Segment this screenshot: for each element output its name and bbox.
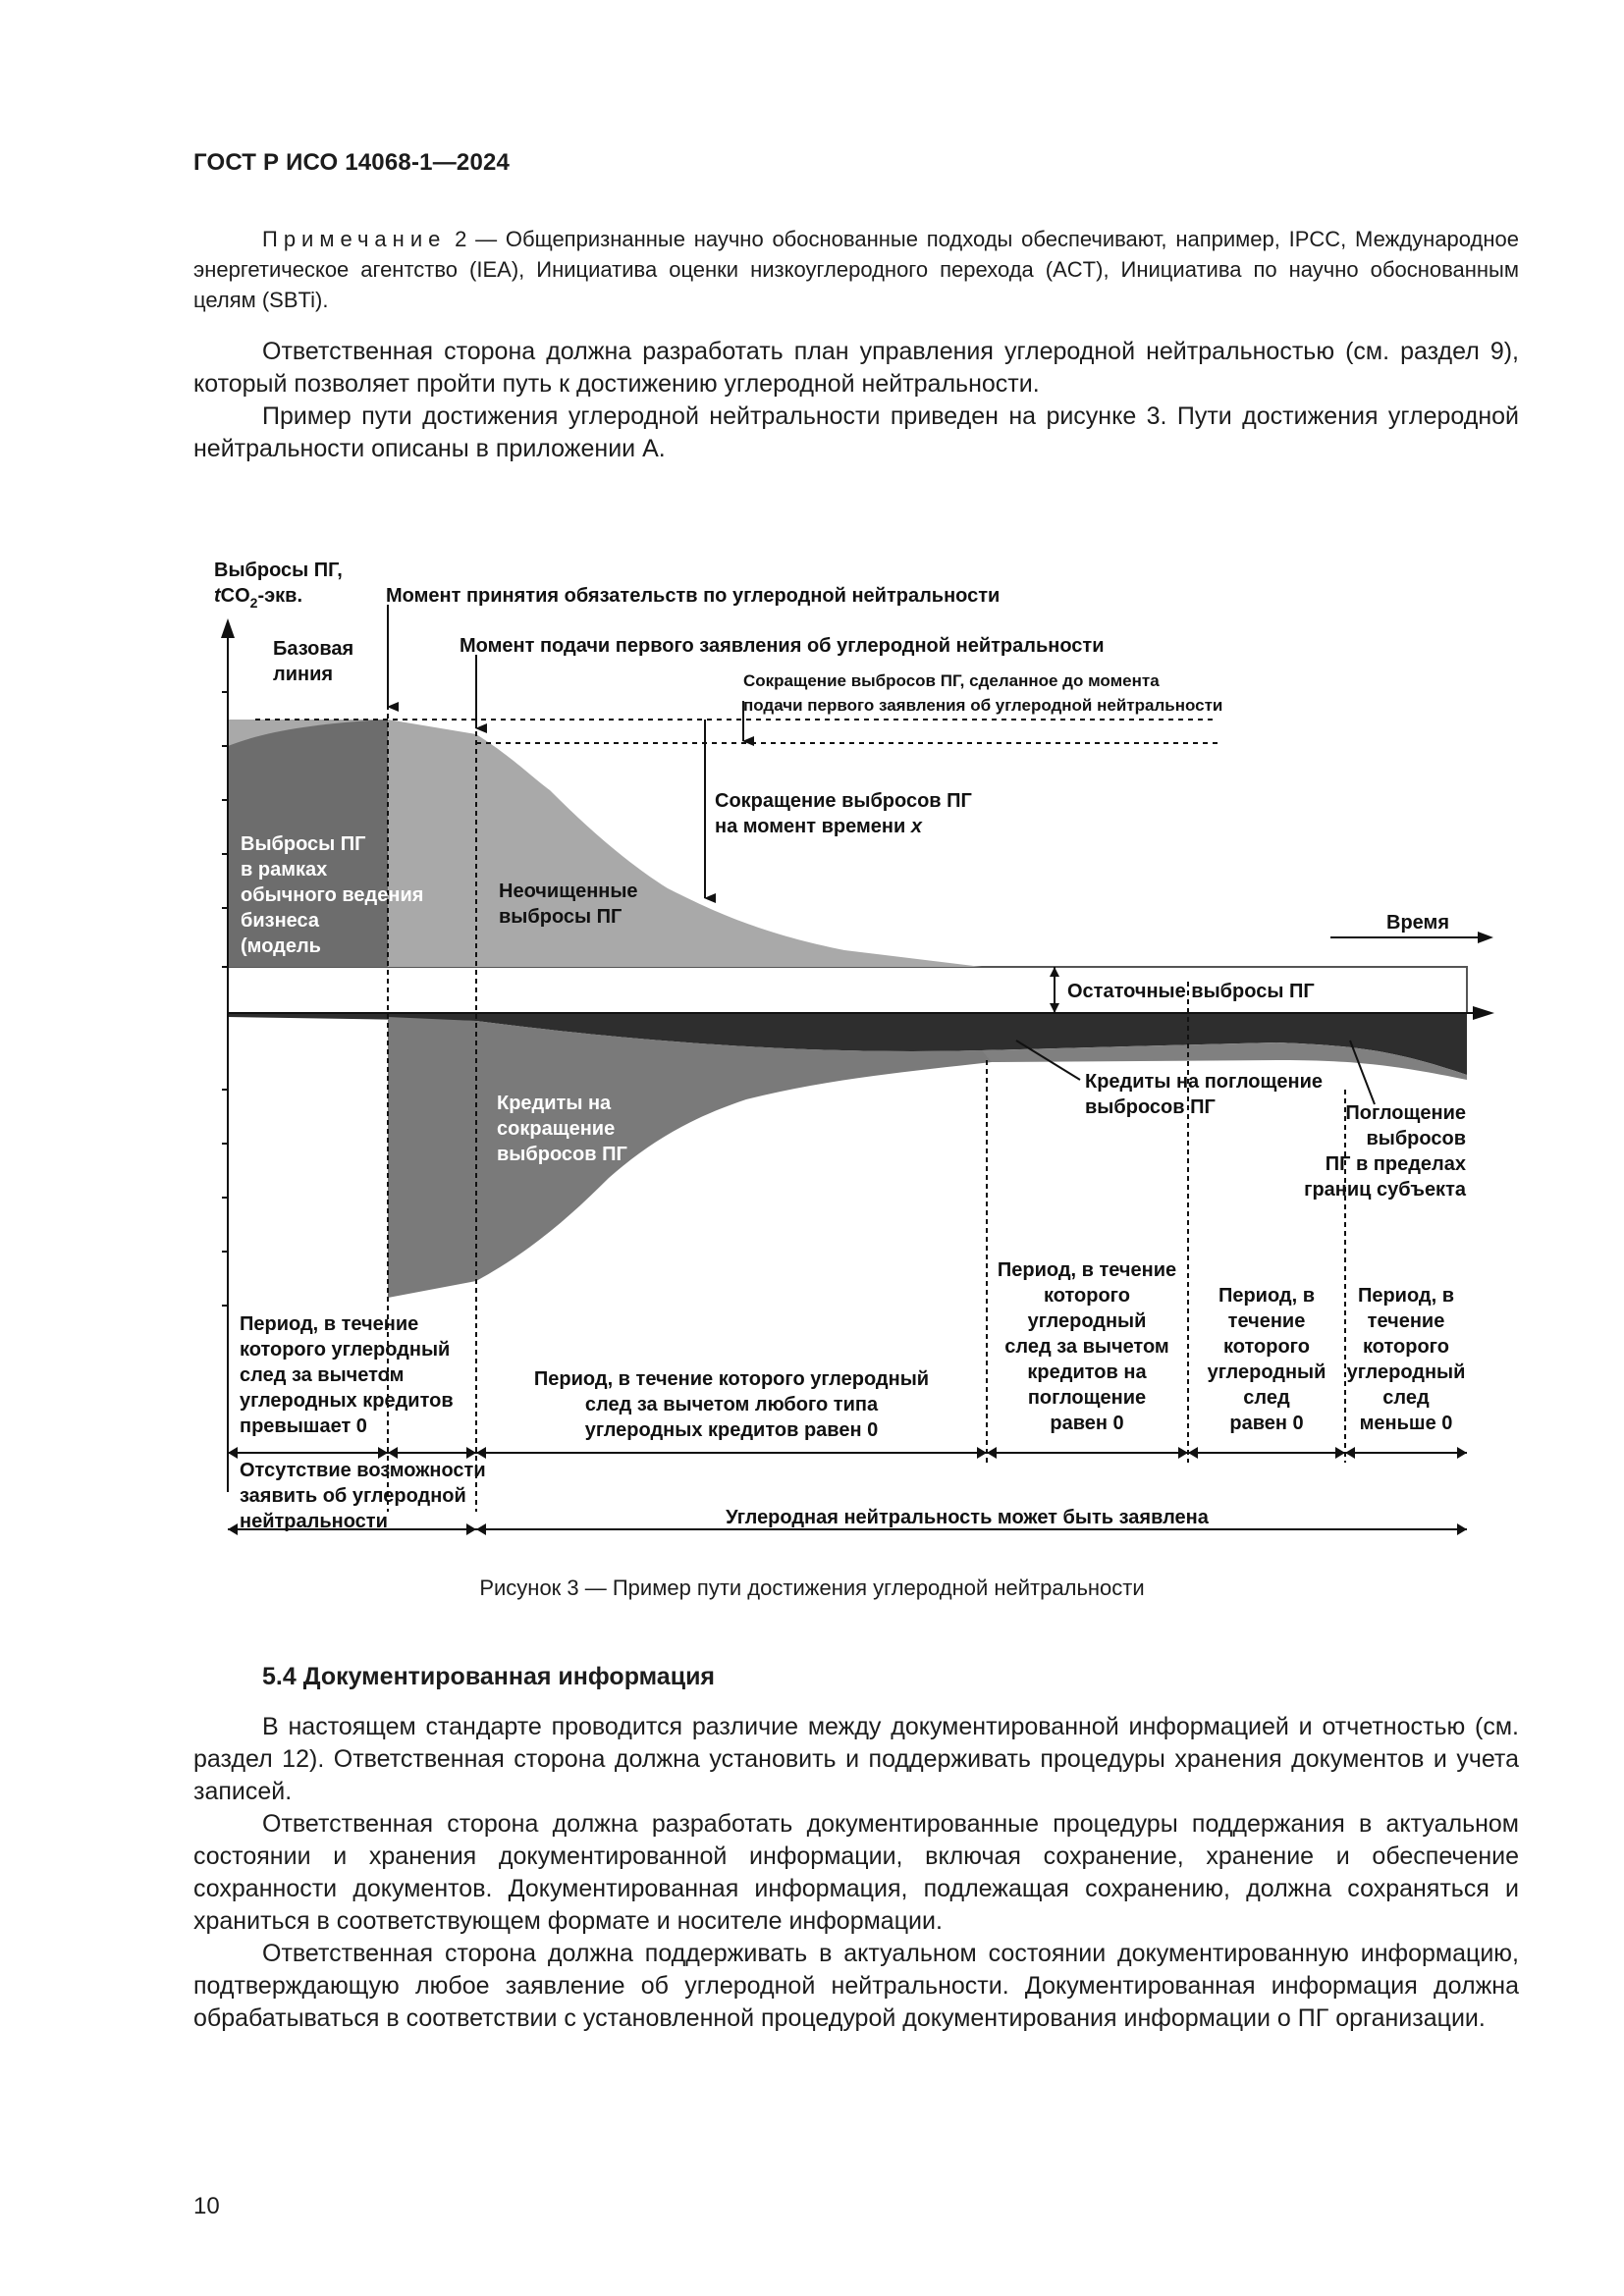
svg-text:углеродный: углеродный — [1207, 1362, 1326, 1383]
baseline-label: Базовая — [273, 638, 354, 660]
svg-text:углеродных кредитов: углеродных кредитов — [240, 1390, 454, 1412]
y-axis-label: Выбросы ПГ, — [214, 560, 343, 581]
reduction-at-x-label: Сокращение выбросов ПГ — [715, 790, 972, 812]
period-d-text — [1208, 1285, 1326, 1434]
note-text: 2 — Общепризнанные научно обоснованные подходы обеспечивают, например, IPCC, Международное энергетическое агентство (IEA), Инициатива оценки низкоуглеродного перехода (ACT), Инициатива по научно обоснованным целям (SBTi). — [193, 227, 1519, 312]
svg-text:Период, в течение: Период, в течение — [240, 1313, 419, 1335]
removals-label-3: ПГ в пределах — [1325, 1153, 1466, 1175]
svg-text:кредитов на: кредитов на — [1027, 1362, 1147, 1383]
residual-emissions-label: Остаточные выбросы ПГ — [1067, 981, 1315, 1002]
svg-text:течение: течение — [1367, 1310, 1445, 1332]
period-b-text — [534, 1368, 929, 1441]
paragraph-1: Ответственная сторона должна разработать план управления углеродной нейтральностью (см. раздел 9), который позволяет пройти путь к достижению углеродной нейтральности. — [193, 338, 1519, 398]
svg-text:течение: течение — [1227, 1310, 1306, 1332]
svg-text:след за вычетом: след за вычетом — [240, 1364, 405, 1386]
page-number: 10 — [193, 2193, 220, 2219]
bau-label-4: бизнеса — [241, 910, 320, 932]
svg-text:которого: которого — [1044, 1285, 1130, 1307]
removals-label-4: границ субъекта — [1304, 1179, 1466, 1201]
note-label: Примечание — [262, 227, 447, 251]
reduction-before-claim-label: Сокращение выбросов ПГ, сделанное до момента — [743, 671, 1160, 690]
y-axis-unit: tCO$_2$-экв. — [214, 585, 303, 611]
svg-text:превышает 0: превышает 0 — [240, 1415, 367, 1437]
claim-possible-label: Углеродная нейтральность может быть заявлена — [726, 1507, 1209, 1528]
figure-caption: Рисунок 3 — Пример пути достижения углеродной нейтральности — [479, 1575, 1145, 1600]
removal-credits-label-2: выбросов ПГ — [1085, 1096, 1216, 1118]
removal-credits-label-1: Кредиты на поглощение — [1085, 1071, 1324, 1093]
svg-text:Период, в: Период, в — [1218, 1285, 1316, 1307]
first-claim-moment-label: Момент подачи первого заявления об углеродной нейтральности — [460, 635, 1105, 657]
reduction-before-claim-label-2: подачи первого заявления об углеродной нейтральности — [743, 696, 1223, 715]
svg-text:равен 0: равен 0 — [1050, 1413, 1124, 1434]
reduction-credits-label-1: Кредиты на — [497, 1093, 612, 1114]
reduction-credits-label-3: выбросов ПГ — [497, 1144, 627, 1165]
paragraph-5: Ответственная сторона должна поддерживать в актуальном состоянии документированную информацию, подтверждающую любое заявление об углеродной нейтральности. Документированная информация должна обрабатываться в соответствии с установленной процедурой документирования информации о ПГ организации. — [193, 1940, 1519, 2032]
paragraph-4: Ответственная сторона должна разработать документированные процедуры поддержания в актуальном состоянии и хранения документированной информации, включая сохранение, хранение и обеспечение сохранности документов. Документированная информация, подлежащая сохранению, должна сохраняться и храниться в соответствующем формате и носителе информации. — [193, 1810, 1519, 1935]
svg-text:углеродных кредитов равен 0: углеродных кредитов равен 0 — [584, 1419, 879, 1441]
unabated-label-1: Неочищенные — [499, 881, 638, 902]
svg-text:которого углеродный: которого углеродный — [240, 1339, 451, 1361]
svg-text:Период, в течение которого угл: Период, в течение которого углеродный — [533, 1368, 930, 1390]
svg-text:углеродный: углеродный — [1027, 1310, 1147, 1332]
reduction-credits-label-2: сокращение — [497, 1118, 616, 1140]
bau-label-2: в рамках — [241, 859, 328, 881]
removals-label-1: Поглощение — [1345, 1102, 1466, 1124]
svg-text:Период, в: Период, в — [1357, 1285, 1455, 1307]
bau-label-1: Выбросы ПГ — [241, 833, 366, 855]
no-claim-text — [240, 1460, 486, 1532]
svg-text:след: след — [1243, 1387, 1290, 1409]
unabated-label-2: выбросы ПГ — [499, 906, 623, 928]
time-axis-label: Время — [1386, 912, 1449, 934]
paragraph-3: В настоящем стандарте проводится различие между документированной информацией и отчетностью (см. раздел 12). Ответственная сторона должна установить и поддерживать процедуры хранения документов и учета записей. — [193, 1713, 1519, 1805]
reduction-at-x-label-2: на момент времени x — [715, 816, 922, 837]
svg-text:равен 0: равен 0 — [1229, 1413, 1304, 1434]
svg-text:след за вычетом: след за вычетом — [1004, 1336, 1169, 1358]
commitment-moment-label: Момент принятия обязательств по углеродной нейтральности — [386, 585, 1001, 607]
section-title: 5.4 Документированная информация — [262, 1663, 716, 1690]
svg-text:Отсутствие возможности: Отсутствие возможности — [240, 1460, 486, 1481]
svg-text:нейтральности: нейтральности — [240, 1511, 388, 1532]
svg-text:Период, в течение: Период, в течение — [997, 1259, 1177, 1281]
svg-text:меньше 0: меньше 0 — [1359, 1413, 1453, 1434]
baseline-label-2: линия — [273, 664, 334, 685]
document-header: ГОСТ Р ИСО 14068-1—2024 — [193, 149, 511, 176]
svg-text:которого: которого — [1223, 1336, 1310, 1358]
svg-text:след: след — [1382, 1387, 1430, 1409]
period-c-text — [998, 1259, 1176, 1434]
svg-text:углеродный: углеродный — [1346, 1362, 1466, 1383]
period-e-text — [1347, 1285, 1466, 1434]
removals-label-2: выбросов — [1366, 1128, 1466, 1149]
reduction-credits-area — [388, 1017, 992, 1298]
bau-label-5: (модель — [241, 935, 321, 957]
svg-text:поглощение: поглощение — [1027, 1387, 1147, 1409]
paragraph-2: Пример пути достижения углеродной нейтральности приведен на рисунке 3. Пути достижения углеродной нейтральности описаны в приложении А. — [193, 402, 1519, 462]
period-a-text — [240, 1313, 454, 1437]
bau-label-3: обычного ведения — [241, 884, 424, 906]
svg-text:которого: которого — [1363, 1336, 1449, 1358]
svg-text:след за вычетом любого типа: след за вычетом любого типа — [584, 1394, 879, 1415]
svg-text:заявить об углеродной: заявить об углеродной — [240, 1485, 466, 1507]
